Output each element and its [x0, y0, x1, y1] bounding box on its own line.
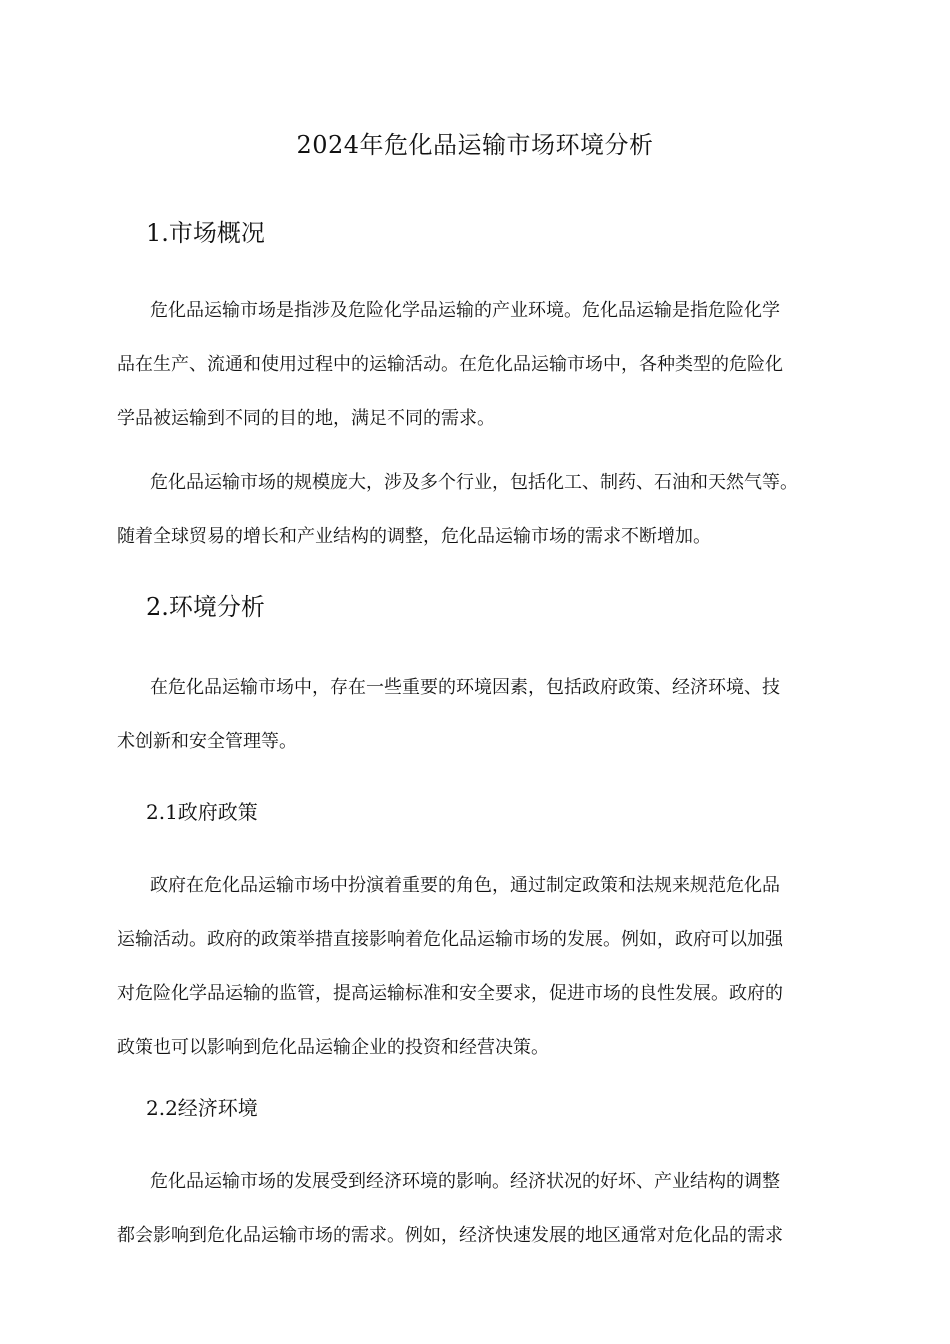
- paragraph-line: 都会影响到危化品运输市场的需求。例如，经济快速发展的地区通常对危化品的需求: [117, 1225, 783, 1246]
- paragraph-line: 术创新和安全管理等。: [117, 731, 297, 752]
- paragraph-environment-factors: [117, 661, 780, 769]
- document-title: 2024年危化品运输市场环境分析: [296, 131, 654, 159]
- paragraph-market-scale: [117, 456, 798, 564]
- subsection-heading-economic-environment: 2.2经济环境: [146, 1096, 258, 1120]
- paragraph-line: 危化品运输市场是指涉及危险化学品运输的产业环境。危化品运输是指危险化学: [150, 300, 780, 321]
- paragraph-line: 随着全球贸易的增长和产业结构的调整，危化品运输市场的需求不断增加。: [117, 526, 711, 547]
- paragraph-line: 学品被运输到不同的目的地，满足不同的需求。: [117, 408, 495, 429]
- paragraph-line: 运输活动。政府的政策举措直接影响着危化品运输市场的发展。例如，政府可以加强: [117, 929, 783, 950]
- paragraph-line: 品在生产、流通和使用过程中的运输活动。在危化品运输市场中，各种类型的危险化: [117, 354, 783, 375]
- paragraph-line: 政府在危化品运输市场中扮演着重要的角色，通过制定政策和法规来规范危化品: [150, 875, 780, 896]
- section-heading-environment-analysis: 2.环境分析: [146, 593, 265, 621]
- paragraph-economic-environment: [117, 1155, 783, 1263]
- paragraph-government-policy: [117, 859, 783, 1075]
- paragraph-line: 对危险化学品运输的监管，提高运输标准和安全要求，促进市场的良性发展。政府的: [117, 983, 783, 1004]
- paragraph-line: 危化品运输市场的规模庞大，涉及多个行业，包括化工、制药、石油和天然气等。: [150, 472, 798, 493]
- paragraph-line: 政策也可以影响到危化品运输企业的投资和经营决策。: [117, 1037, 549, 1058]
- subsection-heading-government-policy: 2.1政府政策: [146, 800, 258, 824]
- paragraph-market-definition: [117, 284, 783, 446]
- paragraph-line: 危化品运输市场的发展受到经济环境的影响。经济状况的好坏、产业结构的调整: [150, 1171, 780, 1192]
- paragraph-line: 在危化品运输市场中，存在一些重要的环境因素，包括政府政策、经济环境、技: [150, 677, 780, 698]
- section-heading-market-overview: 1.市场概况: [146, 219, 265, 247]
